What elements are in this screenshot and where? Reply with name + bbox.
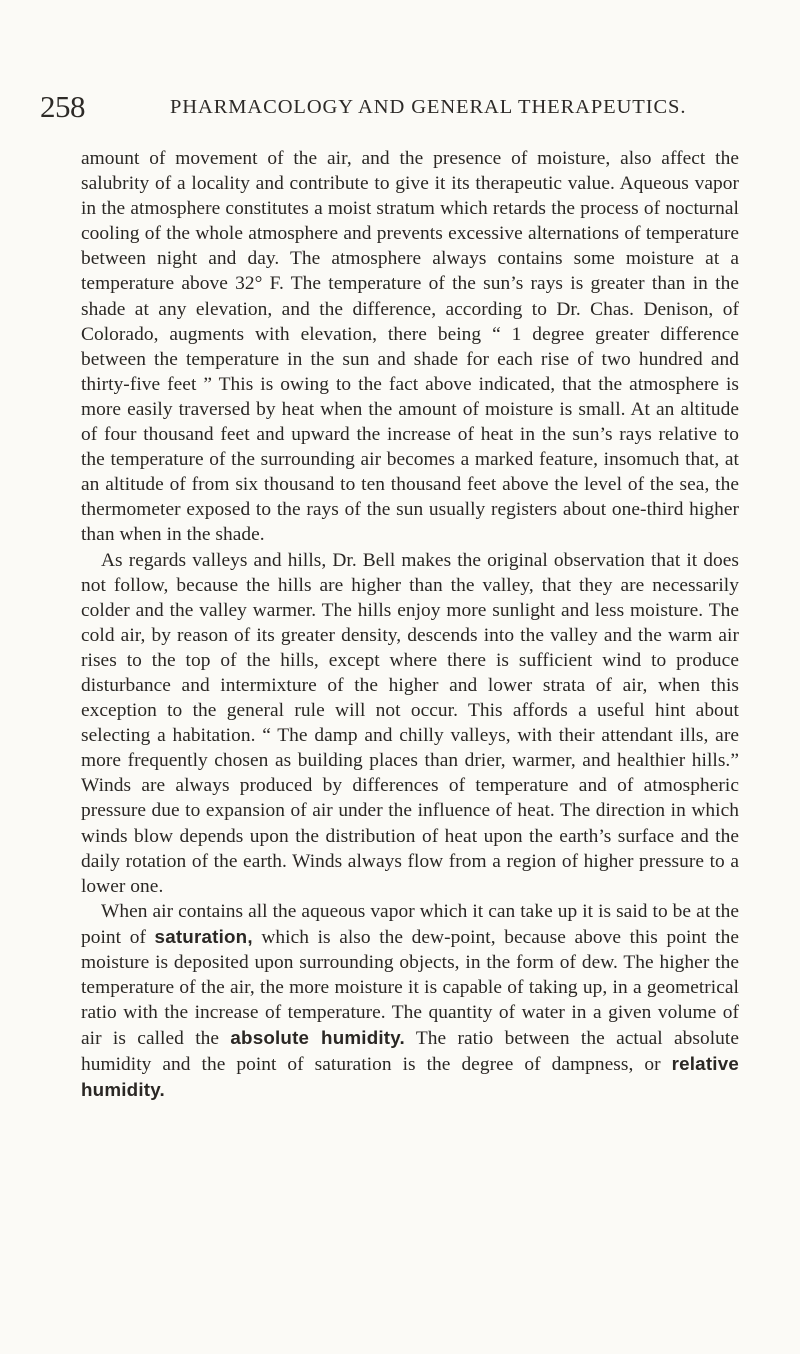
body-text <box>81 146 739 1104</box>
paragraph-3-text-a: When air contains all the aqueous vapor which it can take up it is said to be at the point of <box>81 900 739 948</box>
term-saturation: saturation, <box>154 925 253 947</box>
page-header <box>40 89 760 129</box>
page-number: 258 <box>40 89 85 124</box>
paragraph-3-text-c: The ratio between the actual absolute humidity and the point of saturation is the degree of dampness, or <box>81 1028 740 1076</box>
paragraph-3-text-b: which is also the dew-point, because above this point the moisture is deposited upon surrounding objects, in the form of dew. The higher the temperature of the air, the more moisture it is capable of taking up, in a geometrical ratio with the increase of temperature. The quantity of water in a given volume of air is called the <box>81 926 739 1050</box>
term-relative-humidity: relative humidity. <box>81 1053 739 1101</box>
paragraph-3 <box>81 899 739 1104</box>
running-head: PHARMACOLOGY AND GENERAL THERAPEUTICS. <box>170 96 687 118</box>
term-absolute-humidity: absolute humidity. <box>230 1027 405 1049</box>
paragraph-1: amount of movement of the air, and the presence of moisture, also affect the salubrity of a locality and contribute to give it its therapeutic value. Aqueous vapor in the atmosphere constitutes a moist stratum which retards the process of nocturnal cooling of the whole atmosphere and prevents excessive alternations of temperature between night and day. The atmosphere always contains some moisture at a temperature above 32° F. The temperature of the sun’s rays is greater than in the shade at any elevation, and the difference, according to Dr. Chas. Denison, of Colorado, augments with elevation, there being “ 1 degree greater difference between the temperature in the sun and shade for each rise of two hundred and thirty-five feet ” This is owing to the fact above indicated, that the atmosphere is more easily traversed by heat when the amount of moisture is small. At an altitude of four thousand feet and upward the increase of heat in the sun’s rays relative to the temperature of the surrounding air becomes a marked feature, insomuch that, at an altitude of from six thousand to ten thousand feet above the level of the sea, the thermometer exposed to the rays of the sun usually registers about one-third higher than when in the shade. <box>81 148 739 546</box>
paragraph-2: As regards valleys and hills, Dr. Bell makes the original observation that it does not follow, because the hills are higher than the valley, that they are necessarily colder and the valley warmer. The hills enjoy more sunlight and less moisture. The cold air, by reason of its greater density, descends into the valley and the warm air rises to the top of the hills, except where there is sufficient wind to produce disturbance and intermixture of the higher and lower strata of air, when this exception to the general rule will not occur. This affords a useful hint about selecting a habitation. “ The damp and chilly valleys, with their attendant ills, are more frequently chosen as building places than drier, warmer, and healthier hills.” Winds are always produced by differences of temperature and of atmospheric pressure due to expansion of air under the influence of heat. The direction in which winds blow depends upon the distribution of heat upon the earth’s surface and the daily rotation of the earth. Winds always flow from a region of higher pressure to a lower one. <box>81 549 739 897</box>
